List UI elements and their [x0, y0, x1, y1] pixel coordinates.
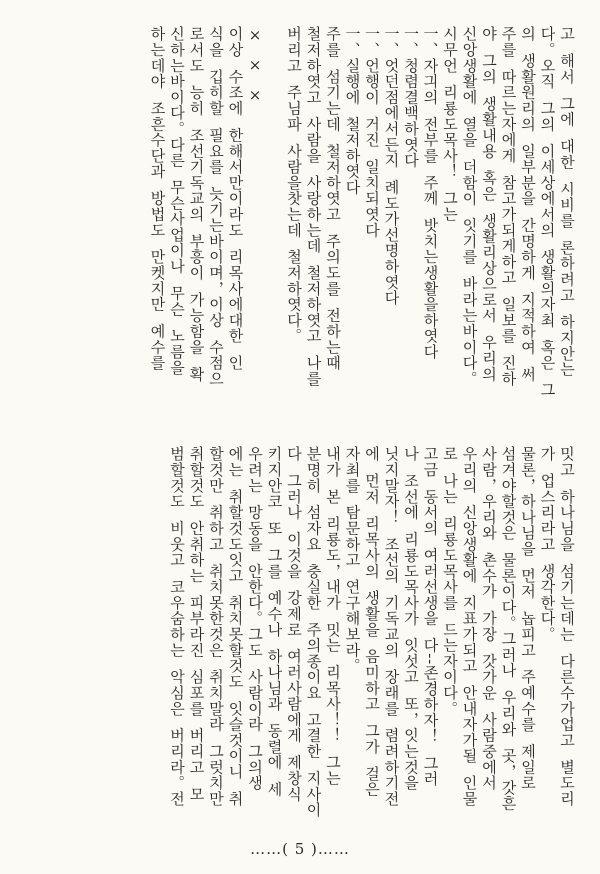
text-column: 자최를 탐문하고 연구해보라。: [343, 446, 362, 674]
text-column: 로 나는 리룡도목사를 드는자이다。: [441, 446, 459, 717]
text-column: 닛지말자！ 조선의 기독교의 장래를 렴려하기전: [382, 446, 401, 807]
text-column: 나 조선에 리룡도목사가 잇섯고 또，잇는것을: [402, 446, 420, 791]
text-column: 할것만 취하고 취치못한것은 취치말라 그럿치만: [207, 446, 225, 807]
text-column: 고 해서 그에 대한 시비를 론하려고 하지안는: [558, 26, 576, 378]
page-number: ……( 5 )……: [250, 840, 350, 858]
text-column: 범할것도 비웃고 코우숨하는 악심은 버리라。전: [168, 446, 186, 807]
text-column: 一、자긔의 전부를 주께 밧치는생활을하엿다: [421, 26, 440, 360]
text-column: 사람，우리와 촌수가 가장 갓가운 사람중에서: [480, 446, 498, 791]
text-column: 내가 본 리룡도，내가 밋는 리목사！！ 그는: [324, 446, 342, 787]
text-column: 一、언행이 거진 일치되엿다: [363, 26, 381, 238]
text-column: 밋고 하나님을 섬기는데는 다른수가업고 별도리: [558, 446, 576, 807]
text-column: 물론，하나님을 먼저 놉피고 주예수를 제일로: [519, 446, 537, 791]
text-column: 에는 취할것도잇고 취치못할것도 잇슬것이니 취: [226, 446, 245, 807]
text-column: 분명히 섬자요 충실한 주의종이요 고결한 지사이: [304, 446, 323, 818]
text-column: 섬겨야할것은 물론이다。그러나 우리와 곳，갓흔: [499, 446, 518, 812]
text-column: 주를 따르는자에게 참고가되게하고 일보를 진하: [499, 26, 518, 387]
text-column: 철저하엿고 사람을 사랑하는데 철저하엿고 나를: [304, 26, 323, 387]
text-column: 一、청렴결백하엿다: [402, 26, 420, 169]
text-column: 다 그러나 이것을 강제로 여러사람에게 제창식: [285, 446, 303, 802]
text-column: 가 업스리라고 생각한다。: [538, 446, 557, 643]
text-column: 고금 동서의 여러선생을 다--존경하자！ 그러: [421, 446, 440, 787]
text-column: 에 먼저 리목사의 생활을 음미하고 그가 걸은: [363, 446, 381, 798]
text-column: 식을 깁히할 필요를 늣기는바이며，이상 수점으: [207, 26, 225, 387]
text-column: 버리고 주님파 사람을찻는데 철저하엿다。: [285, 26, 303, 344]
text-column: 주를 섬기는데 철저하엿고 주의도를 전하는때: [324, 26, 342, 371]
text-column: 취할것도 안취하는 피부라진 심포를 버리고 모: [187, 446, 206, 802]
text-column: 우리의 신앙생활에 지표가되고 안내자가될 인물: [460, 446, 479, 807]
text-column: [264, 26, 284, 421]
text-column: 이상 수조에 한해서만이라도 리목사에대한 인: [226, 26, 245, 371]
text-column: 다。오직 그의 이세상에서의 생활의자최 혹은 그: [538, 26, 557, 398]
text-column: 야 그의 생활내용 혹은 생활리상으로서 우리의: [480, 26, 498, 382]
text-column: 우려는 망동을 안한다。그도 사람이라 그의생: [246, 446, 264, 791]
text-column: 시무언 리룡도목사！ 그는: [441, 26, 459, 223]
text-column: 로서도 능히 조선기독교의 부흥이 가능함을 확: [187, 26, 206, 382]
text-column: 의 생활원리의 일부분을 간명하게 지적하여 써: [519, 26, 537, 382]
text-column: 키지안코 또 그를 예수나 하나님과 동렬에 세: [265, 446, 284, 798]
text-column: 하는데야 조흔수단과 방법도 만켓지만 예수를: [148, 26, 167, 371]
text-column: 신앙생활에 열을 더함이 잇기를 바라는바이다。: [460, 26, 479, 387]
lower-text-block: [24, 446, 576, 834]
text-column: 신하는바이다。다른 무슨사업이나 무슨 노름을: [168, 26, 186, 376]
text-column: × × ×: [246, 26, 264, 105]
text-column: 一、실행에 철저하엿다: [343, 26, 362, 196]
upper-text-block: [24, 26, 576, 421]
text-column: 一、엇던점에서든지 례도가선명하엿다: [382, 26, 401, 306]
